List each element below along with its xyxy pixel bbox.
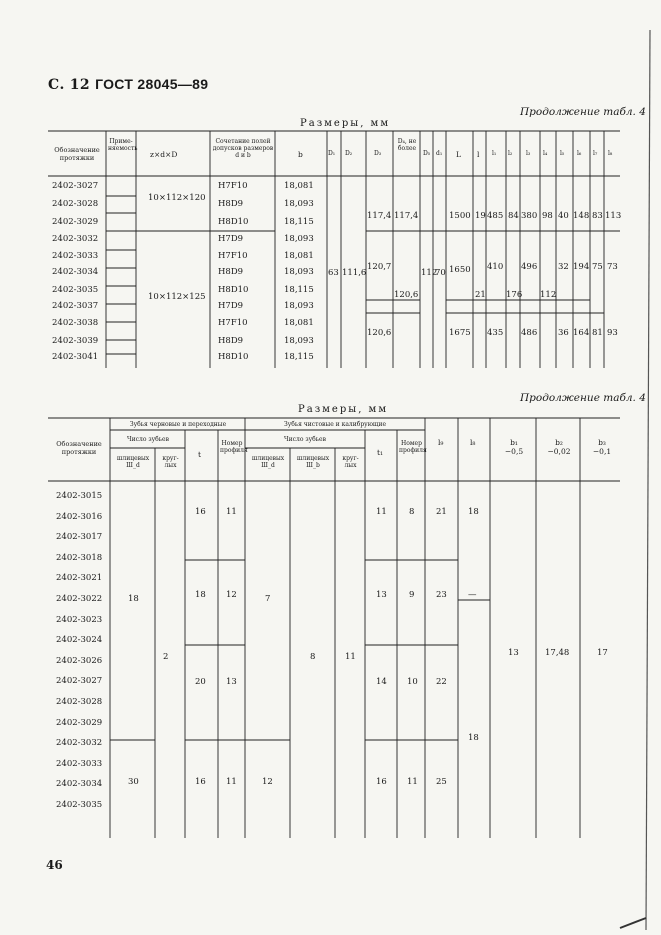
t2-col-profile2: Номер профиля [399, 440, 427, 454]
t1-col-D3: D₃ [374, 150, 382, 157]
t2-g3-l9: 22 [436, 677, 447, 687]
table-row-combo: H8D9 [218, 267, 244, 277]
t2-g3-t: 20 [195, 677, 206, 687]
table-row-b: 18,093 [284, 301, 314, 311]
t2-col-l8: l₈ [470, 438, 476, 447]
table-row-b: 18,115 [284, 352, 314, 362]
table-row-designation: 2402-3034 [56, 779, 103, 789]
t1-g2b-l1: 21 [475, 290, 486, 300]
t2-col-b3-tol: −0,1 [592, 447, 612, 456]
table-row-combo: H7D9 [218, 301, 244, 311]
t2-g2-profile: 12 [226, 590, 237, 600]
t2-col-b2-tol: −0,02 [547, 447, 571, 456]
table-row-designation: 2402-3027 [56, 676, 103, 686]
t1-col-D5: D₅ [423, 150, 431, 157]
t2-merged-round: 2 [163, 652, 169, 662]
t2-g2-l8: — [468, 590, 477, 600]
t2-merged-l8b: 18 [468, 733, 479, 743]
t1-col-l7: l₇ [593, 150, 598, 157]
t2-col-designation: Обозначение протяжки [56, 440, 102, 456]
table-row-designation: 2402-3037 [52, 301, 99, 311]
page-prefix: С. 12 [48, 77, 90, 93]
t1-g3-l9: 93 [607, 328, 618, 338]
t1-g2b-l5: 112 [540, 290, 557, 300]
table-row-b: 18,115 [284, 285, 314, 295]
t1-col-designation: Обозначение протяжки [54, 146, 100, 162]
t1-col-l3: l₃ [526, 150, 531, 157]
t1-g1-l2: 485 [487, 211, 504, 221]
table-row-designation: 2402-3027 [52, 181, 99, 191]
table-row-combo: H7F10 [218, 251, 248, 261]
t1-D2: 111,6 [342, 268, 367, 278]
t2-col-finish: Зубья чистовые и калибрующие [283, 421, 387, 428]
table-row-designation: 2402-3029 [56, 718, 103, 728]
table-row-designation: 2402-3039 [52, 336, 99, 346]
t2-g1-profile: 11 [226, 507, 237, 517]
t2-col-t1: t₁ [377, 448, 384, 457]
table-row-b: 18,093 [284, 336, 314, 346]
t2-g3-profile2: 10 [407, 677, 418, 687]
t2-g2-t: 18 [195, 590, 206, 600]
table-row-designation: 2402-3023 [56, 615, 103, 625]
t2-col-round: круг-лых [162, 455, 179, 469]
table-row-b: 18,081 [284, 318, 314, 328]
t1-g2-l4: 496 [521, 262, 538, 272]
t1-col-D4: D₄, не более [397, 138, 417, 152]
t1-g2-L: 1650 [449, 265, 471, 275]
t1-g2-l6: 32 [558, 262, 569, 272]
t1-g3-l8: 81 [592, 328, 603, 338]
t2-col-teeth-count: Число зубьев [127, 436, 169, 443]
table-row-combo: H8D9 [218, 199, 244, 209]
t1-g2-l8: 75 [592, 262, 603, 272]
t2-merged-slotted-d: 18 [128, 594, 139, 604]
t1-g3-L: 1675 [449, 328, 471, 338]
t1-col-d1: d₁ [436, 150, 443, 157]
t1-g2-l7: 194 [573, 262, 590, 272]
t1-col-l5: l₅ [560, 150, 565, 157]
t1-g1-D3: 117,4 [367, 211, 392, 221]
t1-col-l6: l₆ [577, 150, 582, 157]
table-row-designation: 2402-3032 [52, 234, 99, 244]
t1-g2-l9: 73 [607, 262, 618, 272]
t1-g3-l4: 486 [521, 328, 538, 338]
t2-col-profile: Номер профиля [220, 440, 248, 454]
table-row-designation: 2402-3032 [56, 738, 103, 748]
table-row-designation: 2402-3026 [56, 656, 103, 666]
t1-zdD-g2: 10×112×125 [148, 292, 206, 302]
t2-g1-t1: 11 [376, 507, 387, 517]
table-row-designation: 2402-3021 [56, 573, 103, 583]
table-row-b: 18,081 [284, 181, 314, 191]
t2-g4-profile: 11 [226, 777, 237, 787]
t1-g1-l7: 148 [573, 211, 590, 221]
t1-g1-l6: 40 [558, 211, 569, 221]
table-row-b: 18,093 [284, 199, 314, 209]
t2-merged-round2: 11 [345, 652, 356, 662]
t2-g2-l9: 23 [436, 590, 447, 600]
t2-merged-b2: 17,48 [545, 648, 570, 658]
t1-g3-l6: 36 [558, 328, 569, 338]
table-row-designation: 2402-3029 [52, 217, 99, 227]
table1-continuation: Продолжение табл. 4 [520, 106, 646, 118]
t2-g2-t1: 13 [376, 590, 387, 600]
t2-g4-profile2: 11 [407, 777, 418, 787]
t2-merged-slotted-d2: 7 [265, 594, 271, 604]
t1-g2b-D4: 120,6 [394, 290, 419, 300]
t2-col-slotted-d2: шлицевых Ш_d [251, 455, 285, 469]
table-row-designation: 2402-3016 [56, 512, 103, 522]
t1-g2b-l3: 176 [506, 290, 523, 300]
t1-col-l2: l₂ [508, 150, 513, 157]
table-row-combo: H7D9 [218, 234, 244, 244]
t1-g1-l5: 98 [542, 211, 553, 221]
t2-merged-slotted-b: 8 [310, 652, 316, 662]
t1-g2-l2: 410 [487, 262, 504, 272]
t1-g2-D3: 120,7 [367, 262, 392, 272]
t2-g3-t1: 14 [376, 677, 387, 687]
table-row-designation: 2402-3024 [56, 635, 103, 645]
t2-col-l9: l₉ [438, 438, 444, 447]
t2-col-b1-name: b₁ [510, 438, 518, 447]
t2-g4-t1: 16 [376, 777, 387, 787]
t2-g1-profile2: 8 [409, 507, 415, 517]
t2-col-b2-name: b₂ [555, 438, 563, 447]
table-row-combo: H8D10 [218, 352, 249, 362]
t2-g1-l9: 21 [436, 507, 447, 517]
t1-col-l8: l₈ [608, 150, 613, 157]
t1-col-l1: l₁ [492, 150, 497, 157]
table-row-designation: 2402-3015 [56, 491, 103, 501]
t2-col-b1-tol: −0,5 [504, 447, 524, 456]
table-row-designation: 2402-3038 [52, 318, 99, 328]
table-row-designation: 2402-3028 [52, 199, 99, 209]
t1-D5: 112 [421, 268, 438, 278]
t2-g4-l9: 25 [436, 777, 447, 787]
table-row-combo: H7F10 [218, 318, 248, 328]
t1-col-combo: Сочетание полей допусков размеров d и b [212, 138, 274, 159]
gost-number: ГОСТ 28045—89 [95, 76, 209, 92]
t2-g1-l8: 18 [468, 507, 479, 517]
t2-g1-t: 16 [195, 507, 206, 517]
table2-sizes-label: Размеры, мм [298, 404, 389, 415]
t2-g3-profile: 13 [226, 677, 237, 687]
t1-g1-l9: 113 [605, 211, 622, 221]
t1-col-D1: D₁ [328, 150, 336, 157]
t1-col-l: l [477, 150, 480, 159]
t2-g4-t: 16 [195, 777, 206, 787]
table-row-b: 18,081 [284, 251, 314, 261]
table-row-designation: 2402-3022 [56, 594, 103, 604]
table-row-b: 18,093 [284, 267, 314, 277]
t2-col-t: t [198, 450, 202, 459]
t1-g3-l7: 164 [573, 328, 590, 338]
t2-g4-slotted-d2: 12 [262, 777, 273, 787]
t2-col-slotted-d: шлицевых Ш_d [116, 455, 150, 469]
table-row-designation: 2402-3033 [56, 759, 103, 769]
t1-g3-l2: 435 [487, 328, 504, 338]
t1-d1: 70 [435, 268, 446, 278]
t1-g1-l3: 84 [508, 211, 519, 221]
t2-col-round2: круг-лых [342, 455, 359, 469]
t1-col-zdD: z×d×D [150, 150, 178, 159]
table-row-b: 18,093 [284, 234, 314, 244]
t1-g1-l1: 19 [475, 211, 486, 221]
table-row-designation: 2402-3017 [56, 532, 103, 542]
t1-col-l4: l₄ [543, 150, 548, 157]
t2-g2-profile2: 9 [409, 590, 415, 600]
table-row-designation: 2402-3035 [56, 800, 103, 810]
table-row-designation: 2402-3028 [56, 697, 103, 707]
page-number: 46 [46, 858, 63, 872]
t2-col-rough: Зубья черновые и переходные [129, 421, 227, 428]
table-row-designation: 2402-3033 [52, 251, 99, 261]
t1-col-applicability: Приме-няемость [108, 138, 138, 152]
t1-g1-l8: 83 [592, 211, 603, 221]
t1-g1-l4: 380 [521, 211, 538, 221]
t1-zdD-g1: 10×112×120 [148, 193, 206, 203]
table-row-designation: 2402-3035 [52, 285, 99, 295]
t2-merged-b3: 17 [597, 648, 608, 658]
t1-col-L: L [456, 150, 461, 159]
table-row-designation: 2402-3034 [52, 267, 99, 277]
t2-col-b3-name: b₃ [598, 438, 606, 447]
table-row-combo: H7F10 [218, 181, 248, 191]
table-row-combo: H8D10 [218, 217, 249, 227]
table-row-b: 18,115 [284, 217, 314, 227]
t2-col-teeth-count-2: Число зубьев [284, 436, 326, 443]
t1-g1-D4: 117,4 [394, 211, 419, 221]
t1-D1: 63 [328, 268, 339, 278]
table2-continuation: Продолжение табл. 4 [520, 392, 646, 404]
table-row-combo: H8D9 [218, 336, 244, 346]
t1-g3-D3: 120,6 [367, 328, 392, 338]
t2-merged-b1: 13 [508, 648, 519, 658]
t1-g1-L: 1500 [449, 211, 471, 221]
t2-g4-slotted-d: 30 [128, 777, 139, 787]
table-row-designation: 2402-3041 [52, 352, 99, 362]
table1-sizes-label: Размеры, мм [300, 118, 391, 129]
t1-col-D2: D₂ [345, 150, 353, 157]
table-row-designation: 2402-3018 [56, 553, 103, 563]
t1-col-b: b [298, 150, 303, 159]
table-row-combo: H8D10 [218, 285, 249, 295]
t2-col-slotted-b: шлицевых Ш_b [296, 455, 330, 469]
